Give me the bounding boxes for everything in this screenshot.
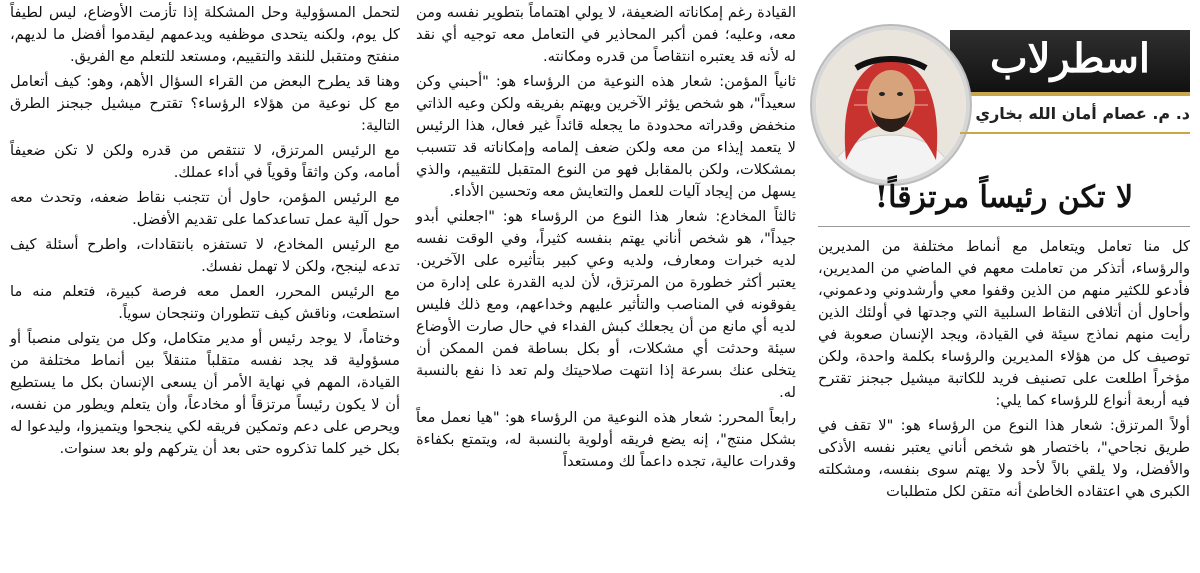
divider xyxy=(818,226,1190,227)
paragraph: مع الرئيس المخادع، لا تستفزه بانتقادات، واطرح أسئلة كيف تدعه لينجح، ولكن لا تهمل نفسك. xyxy=(10,236,400,275)
article-column-right xyxy=(818,236,1190,506)
paragraph: كل منا تعامل ويتعامل مع أنماط مختلفة من المديرين والرؤساء، أتذكر من تعاملت معهم في الماضي من المديرين، فأدعو للكثير منهم من الذين وقفوا معي وأرشدوني ودعموني، وأحاول أن أتلافى النقاط السلبية التي وجدتها في أولئك الذين رأيت منهم نماذج سيئة في القيادة، ويجد الإنسان صعوبة في توصيف كل من هؤلاء المديرين والرؤساء بكلمة واحدة، ولكن مؤخراً اطلعت على تصنيف فريد للكاتبة ميشيل جبجنز تقترح فيه أربعة أنواع للرؤساء كما يلي: xyxy=(818,238,1190,409)
article-column-middle xyxy=(416,2,796,476)
paragraph: مع الرئيس المؤمن، حاول أن تتجنب نقاط ضعفه، وتحدث معه حول آلية عمل تساعدكما على تقديم الأفضل. xyxy=(10,189,400,228)
paragraph: رابعاً المحرر: شعار هذه النوعية من الرؤساء هو: "هيا نعمل معاً بشكل منتج"، إنه يضع فريقه أولوية بالنسبة له، ويتمتع بكفاءة وقدرات عالية، تجده داعماً لك ومستعداً xyxy=(416,409,796,470)
column-masthead: اسطرلاب xyxy=(950,30,1190,96)
paragraph: ثانياً المؤمن: شعار هذه النوعية من الرؤساء هو: "أحبني وكن سعيداً"، هو شخص يؤثر الآخرين ويهتم بفريقه ولكن وعيه الذاتي منخفض وقدراته محدودة ما يجعله قائداً غير فعال، هذا الرئيس لا يتعمد إيذاء من معه ولكن ضعف إلمامه وإمكاناته قد تتسبب بمشكلات، ولكن بالمقابل فهو من النوع المتقبل للتقييم، والذي يسهل من إيجاد آليات للعمل والتعايش معه وتحسين الأداء. xyxy=(416,73,796,200)
article-column-left xyxy=(10,2,400,463)
paragraph: ثالثاً المخادع: شعار هذا النوع من الرؤساء هو: "اجعلني أبدو جيداً"، هو شخص أناني يهتم بنفسه كثيراً، وفي الوقت نفسه لديه خبرات ومعارف، ولديه وعي كبير بتأثيره على الآخرين. يعتبر أكثر خطورة من المرتزق، لأن لديه القدرة على إدارة من يفوقونه في المناصب والتأثير عليهم وخداعهم، ومع ذلك فليس لديه أي مانع من أن يجعلك كبش الفداء في حال صارت الأوضاع سيئة وحدثت أي مشكلات، أو بكل بساطة فمن الممكن أن يتخلى عنك بسرعة إذا انتهت صلاحيتك ولم تعد ذا نفع بالنسبة له. xyxy=(416,208,796,401)
paragraph: مع الرئيس المرتزق، لا تنتقص من قدره ولكن لا تكن ضعيفاً أمامه، وكن واثقاً وقوياً في أداء عملك. xyxy=(10,142,400,181)
author-name: د. م. عصام أمان الله بخاري xyxy=(975,104,1190,123)
paragraph: وهنا قد يطرح البعض من القراء السؤال الأهم، وهو: كيف أتعامل مع كل نوعية من هؤلاء الرؤساء؟ تقترح ميشيل جبجنز الطرق التالية: xyxy=(10,73,400,134)
paragraph: وختاماً، لا يوجد رئيس أو مدير متكامل، وكل من يتولى منصباً أو مسؤولية قد يجد نفسه متقلباً متنقلاً بين أنماط مختلفة من القيادة، المهم في نهاية الأمر أن يسعى الإنسان بكل ما يستطيع أن لا يكون رئيساً مرتزقاً أو مخادعاً، وأن يتعلم ويطور من نفسه، ويحرص على دعم وتمكين فريقه لكي ينجحوا ويتميزوا، وليدعوا له بكل خير كلما تذكروه حتى بعد أن يتركهم ولو بعد سنوات. xyxy=(10,330,400,457)
author-portrait-icon xyxy=(812,26,970,184)
divider xyxy=(960,132,1190,134)
paragraph: القيادة رغم إمكاناته الضعيفة، لا يولي اهتماماً بتطوير نفسه ومن معه، وعليه؛ فمن أكبر المحاذير في التعامل معه توجيه أي نقد له لأنه قد يعتبره انتقاصاً من قدره ومكانته. xyxy=(416,4,796,65)
article-headline: لا تكن رئيساً مرتزقاً! xyxy=(874,180,1134,215)
paragraph: لتحمل المسؤولية وحل المشكلة إذا تأزمت الأوضاع، ليس لطيفاً كل يوم، ولكنه يتحدى موظفيه ويدعمهم ليقدموا أفضل ما لديهم، منفتح ومتقبل للنقد والتقييم، ومستعد للتعلم مع الفريق. xyxy=(10,4,400,65)
paragraph: أولاً المرتزق: شعار هذا النوع من الرؤساء هو: "لا تقف في طريق نجاحي"، باختصار هو شخص أناني يعتبر نفسه الأذكى والأفضل، ولا يلقي بالاً لأحد ولا يهتم سوى بنفسه، ومشكلته الكبرى هي اعتقاده الخاطئ أنه متقن لكل متطلبات xyxy=(818,417,1190,500)
paragraph: مع الرئيس المحرر، العمل معه فرصة كبيرة، فتعلم منه ما استطعت، وناقش كيف تتطوران وتنجحان سوياً. xyxy=(10,283,400,322)
